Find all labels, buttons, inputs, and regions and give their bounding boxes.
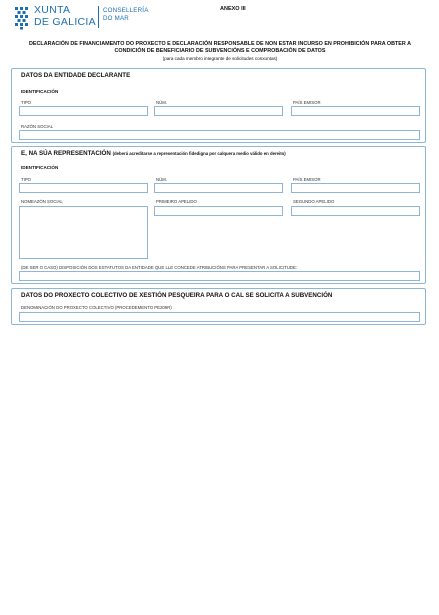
page-header bbox=[14, 4, 434, 34]
rep-estatutos-input[interactable] bbox=[19, 271, 420, 281]
logo-divider bbox=[98, 6, 99, 28]
annex-label: ANEXO III bbox=[220, 6, 246, 12]
entity-razon-input[interactable] bbox=[19, 130, 420, 140]
dept-name-line2: DO MAR bbox=[103, 15, 129, 22]
project-denomination-label: DENOMINACIÓN DO PROXECTO COLECTIVO (PROCEDEMENTO PE209R) bbox=[21, 305, 172, 310]
rep-nomeazon-textarea[interactable] bbox=[19, 206, 148, 259]
entity-identification-heading: IDENTIFICACIÓN bbox=[21, 89, 59, 94]
rep-tipo-label: TIPO bbox=[21, 177, 32, 182]
project-denomination-input[interactable] bbox=[19, 312, 420, 322]
logo-text-galicia: DE GALICIA bbox=[34, 16, 96, 28]
representative-section-title bbox=[21, 150, 286, 158]
entity-tipo-input[interactable] bbox=[19, 106, 148, 116]
project-section-title: DATOS DO PROXECTO COLECTIVO DE XESTIÓN PESQUEIRA PARA O CAL SE SOLICITA A SUBVENCIÓN bbox=[21, 292, 333, 299]
rep-pais-label: PAÍS EMISOR bbox=[293, 177, 321, 182]
rep-pais-input[interactable] bbox=[291, 183, 420, 193]
xunta-emblem-icon bbox=[14, 6, 30, 30]
entity-section-title: DATOS DA ENTIDADE DECLARANTE bbox=[21, 72, 131, 79]
rep-estatutos-label: (DE SER O CASO) DISPOSICIÓN DOS ESTATUTOS DA ENTIDADE QUE LLE CONCEDE ATRIBUCIÓNS PARA PRESENTAR A SOLICITUDE: bbox=[21, 265, 298, 270]
entity-pais-label: PAÍS EMISOR bbox=[293, 100, 321, 105]
rep-num-input[interactable] bbox=[154, 183, 283, 193]
entity-tipo-label: TIPO bbox=[21, 100, 32, 105]
document-title-line1: DECLARACIÓN DE FINANCIAMENTO DO PROXECTO E DECLARACIÓN RESPONSABLE DE NON ESTAR INCURSO EN PROHIBICIÓN PARA OBTER A bbox=[29, 41, 411, 47]
rep-num-label: NÚM. bbox=[156, 177, 167, 182]
logo-text-xunta: XUNTA bbox=[34, 4, 71, 16]
rep-segundo-apelido-label: SEGUNDO APELIDO bbox=[293, 199, 335, 204]
rep-segundo-apelido-input[interactable] bbox=[291, 206, 420, 216]
representative-section bbox=[11, 146, 426, 284]
entity-section bbox=[11, 68, 426, 143]
entity-pais-input[interactable] bbox=[291, 106, 420, 116]
document-title-line2: CONDICIÓN DE BENEFICIARIO DE SUBVENCIÓNS E COMPROBACIÓN DE DATOS bbox=[114, 48, 326, 55]
rep-nomeazon-label: NOMEAZÓN SOCIAL bbox=[21, 199, 63, 204]
project-section bbox=[11, 288, 426, 325]
representative-note: (deberá acreditarse a representación fidedigna por calquera medio válido en dereito) bbox=[112, 151, 286, 156]
dept-name-line1: CONSELLERÍA bbox=[103, 7, 149, 14]
entity-num-input[interactable] bbox=[154, 106, 283, 116]
entity-razon-label: RAZÓN SOCIAL bbox=[21, 124, 53, 129]
rep-tipo-input[interactable] bbox=[19, 183, 148, 193]
representative-identification-heading: IDENTIFICACIÓN bbox=[21, 165, 59, 170]
document-title-block bbox=[8, 41, 432, 62]
xunta-logo bbox=[14, 4, 154, 32]
rep-primeiro-apelido-input[interactable] bbox=[154, 206, 283, 216]
rep-primeiro-apelido-label: PRIMEIRO APELIDO bbox=[156, 199, 197, 204]
entity-num-label: NÚM. bbox=[156, 100, 167, 105]
document-subtitle: (para cada membro integrante de solicitudes conxuntas) bbox=[162, 56, 278, 62]
representative-title-text: E, NA SÚA REPRESENTACIÓN bbox=[21, 150, 111, 157]
